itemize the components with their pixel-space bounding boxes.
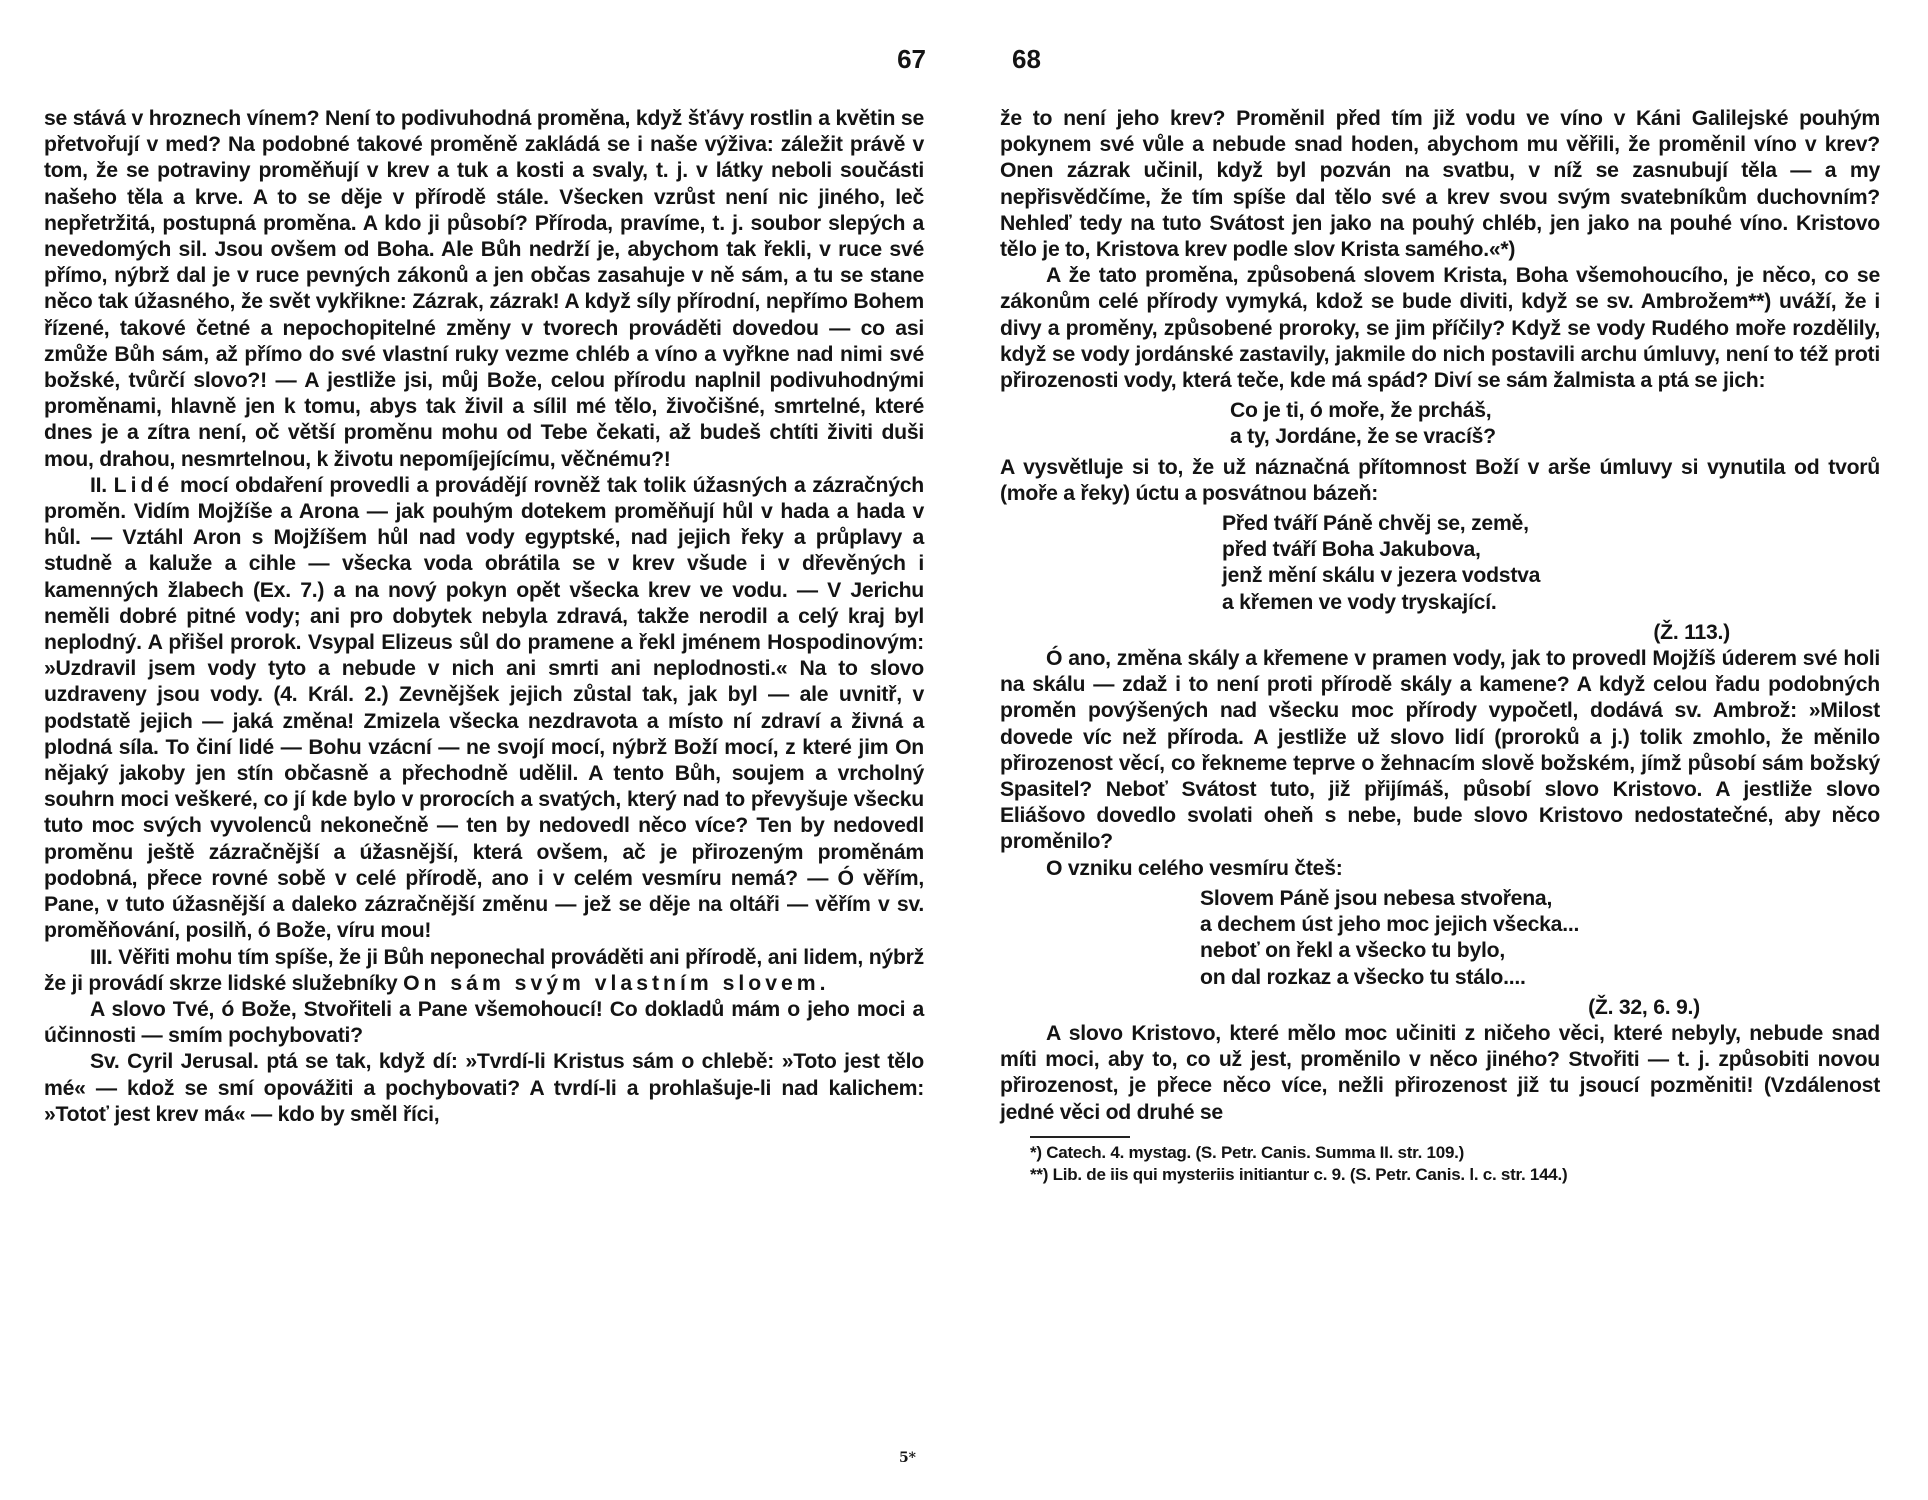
verse-block [1230, 398, 1880, 450]
paragraph: A že tato proměna, způsobená slovem Krista, Boha všemohoucího, je něco, co se zákonům celé přírody vymyká, kdož se bude diviti, když se sv. Ambrožem**) uváží, že i divy a proměny, způsobené proroky, se jim příčily? Když se vody Rudého moře rozdělily, když se vody jordánské zastavily, jakmile do nich postavili archu úmluvy, není to též proti přirozenosti vody, která teče, kde má spád? Diví se sám žalmista a ptá se jich: [1000, 264, 1880, 393]
paragraph: A slovo Kristovo, které mělo moc učiniti z ničeho věci, které nebyly, nebude snad míti moci, aby to, co už jest, proměnilo v něco jiného? Stvořiti — t. j. způsobiti novou přirozenost, je přece něco více, nežli přirozenost již tu jsoucí pozměniti! (Vzdálenost jedné věci od druhé se [1000, 1021, 1880, 1124]
signature-mark: 5* [898, 1450, 916, 1466]
right-page [1000, 38, 1880, 1488]
page-number: 68 [1012, 44, 1041, 74]
verse-line: a dechem úst jeho moc jejich všecka... [1200, 913, 1580, 937]
verse-line: před tváří Boha Jakubova, [1222, 538, 1481, 562]
verse-line: a křemen ve vody tryskající. [1222, 590, 1497, 614]
paragraph: že to není jeho krev? Proměnil před tím již vodu ve víno v Káni Galilejské pouhým pokynem své vůle a nebude snad hoden, abychom mu věřili, že proměnil víno v krev? Onen zázrak učinil, když byl pozván na svatbu, v níž se zasnubují těla — a my nepřisvědčíme, že tím spíše dal tělo své a krev svou svým svatebníkům duchovním? Nehleď tedy na tuto Svátost jen jako na pouhý chléb, jen jako na pouhé víno. Kristovo tělo je to, Kristova krev podle slov Krista samého.«*) [1000, 107, 1880, 262]
paragraph: A slovo Tvé, ó Bože, Stvořiteli a Pane všemohoucí! Co dokladů mám o jeho moci a účinnosti — smím pochybovati? [44, 997, 924, 1048]
verse-line: on dal rozkaz a všecko tu stálo.... [1200, 965, 1526, 989]
verse-reference: (Ž. 32, 6. 9.) [1588, 995, 1700, 1019]
verse-line: a ty, Jordáne, že se vracíš? [1230, 425, 1496, 449]
paragraph: Ó ano, změna skály a křemene v pramen vody, jak to provedl Mojžíš úderem své holi na skálu — zdaž i to není proti přírodě skály a kamene? A když celou řadu podobných proměn povýšených nad všecku moc přírody vypočetl, dodává sv. Ambrož: »Milost dovede víc než příroda. A jestliže už slovo lidí (proroků a j.) tolik zmohlo, že měnilo přirozenost věcí, co řekneme teprve o žehnacím slově božském, jímž působí sám božský Spasitel? Neboť Svátost tuto, již přijímáš, působí slovo Kristovo. A jestliže slovo Eliášovo dovedlo svolati oheň s nebe, bude slovo Kristovo nedostatečné, aby něco proměnilo? [1000, 647, 1880, 854]
paragraph: O vzniku celého vesmíru čteš: [1046, 856, 1343, 880]
verse-block [1200, 886, 1880, 991]
footnote: **) Lib. de iis qui mysteriis initiantur c. 9. (S. Petr. Canis. l. c. str. 144.) [1030, 1164, 1568, 1184]
verse-line: jenž mění skálu v jezera vodstva [1222, 564, 1541, 588]
footnote: *) Catech. 4. mystag. (S. Petr. Canis. Summa II. str. 109.) [1030, 1142, 1465, 1162]
left-page [44, 38, 924, 1488]
section-iii: III. Věřiti mohu tím spíše, že ji Bůh neponechal prováděti ani přírodě, ani lidem, nýbrž že ji provádí skrze lidské služebníky On sám svým vlastním slovem. [44, 945, 924, 995]
paragraph: A vysvětluje si to, že už náznačná přítomnost Boží v arše úmluvy si vynutila od tvorů (moře a řeky) úctu a posvátnou bázeň: [1000, 455, 1880, 505]
verse-line: Před tváří Páně chvěj se, země, [1222, 512, 1529, 536]
verse-line: Slovem Páně jsou nebesa stvořena, [1200, 886, 1553, 910]
verse-block [1222, 511, 1880, 616]
verse-line: Co je ti, ó moře, že prcháš, [1230, 399, 1492, 423]
verse-line: neboť on řekl a všecko tu bylo, [1200, 939, 1505, 963]
paragraph: se stává v hroznech vínem? Není to podivuhodná proměna, když šťávy rostlin a květin se přetvořují v med? Na podobné takové proměně zakládá se i naše výživa: záležit právě v tom, že se potraviny proměňují v krev a tuk a kosti a svaly, t. j. v látky neboli součásti našeho těla a krve. A to se děje v přírodě stále. Všecken vzrůst není nic jiného, leč nepřetržitá, postupná proměna. A kdo ji působí? Příroda, pravíme, t. j. soubor slepých a nevedomých sil. Jsou ovšem od Boha. Ale Bůh nedrží je, abychom tak řekli, v ruce své přímo, nýbrž dal je v ruce pevných zákonů a jen občas zasahuje v ně sám, a tu se stane něco tak úžasného, že svět vykřikne: Zázrak, zázrak! A když síly přírodní, nepřímo Bohem řízené, takové četné a nepochopitelné změny v tvorech prováděti dovedou — co asi zmůže Bůh sám, až přímo do své vlastní ruky vezme chléb a víno a vyřkne nad nimi své božské, tvůrčí slovo?! — A jestliže jsi, můj Bože, celou přírodu naplnil podivuhodnými proměnami, hlavně jen k tomu, abys tak živil a sílil mé tělo, živočišné, smrtelné, které dnes je a zítra není, oč větší proměnu mohu od Tebe čekati, až budeš chtíti živiti duši mou, drahou, nesmrtelnou, k životu nepomíjejícímu, věčnému?! [44, 107, 924, 471]
page-number: 67 [897, 44, 926, 74]
right-text-column [1000, 106, 1880, 1186]
section-ii: II. Lidé mocí obdaření provedli a provádějí rovněž tak tolik úžasných a zázračných proměn. Vidím Mojžíše a Arona — jak pouhým dotekem proměňují hůl v hada a hada v hůl. — Vztáhl Aron s Mojžíšem hůl nad vody egyptské, nad jejich řeky a průplavy a studně a kaluže a cihle — všecka voda obrátila se v krev všude i v dřevěných i kamenných žlabech (Ex. 7.) a na nový pokyn opět všecka krev ve vodu. — V Jerichu neměli dobré pitné vody; ani pro dobytek nebyla zdravá, takže nerodil a celý kraj byl neplodný. A přišel prorok. Vsypal Elizeus sůl do pramene a řekl jménem Hospodinovým: »Uzdravil jsem vody tyto a nebude v nich ani smrti ani neplodnosti.« Na to slovo uzdraveny jsou vody. (4. Král. 2.) Zevnějšek jejich zůstal tak, jak byl — ale uvnitř, v podstatě jejich — jaká změna! Zmizela všecka nezdravota a místo ní zdraví a živná a plodná síla. To činí lidé — Bohu vzácní — ne svojí mocí, nýbrž Boží mocí, z které jim On nějaký jakoby jen stín občasně a přechodně udělil. A tento Bůh, soujem a vrcholný souhrn moci veškeré, co jí kde bylo v prorocích a svatých, který nad to převyšuje všecku tuto moc svých vyvolenců nekonečně — ten by nedovedl něco více? Ten by nedovedl proměnu ještě zázračnější a úžasnější, která ovšem, ač je přirozeným proměnám podobná, přece rovné sobě v celé přírodě, ano i v celém vesmíru nemá? — Ó věřím, Pane, v tuto úžasnější a daleko zázračnější změnu — jež se děje na oltáři — věřím v sv. proměňování, posilň, ó Bože, víru mou! [44, 473, 924, 943]
left-text-column [44, 106, 924, 1128]
footnote-rule [1030, 1136, 1130, 1138]
verse-reference: (Ž. 113.) [1653, 620, 1730, 644]
paragraph: Sv. Cyril Jerusal. ptá se tak, když dí: »Tvrdí-li Kristus sám o chlebě: »Toto jest tělo mé« — kdož se smí opovážiti a pochybovati? A tvrdí-li a prohlašuje-li nad kalichem: »Totoť jest krev má« — kdo by směl říci, [44, 1050, 924, 1126]
